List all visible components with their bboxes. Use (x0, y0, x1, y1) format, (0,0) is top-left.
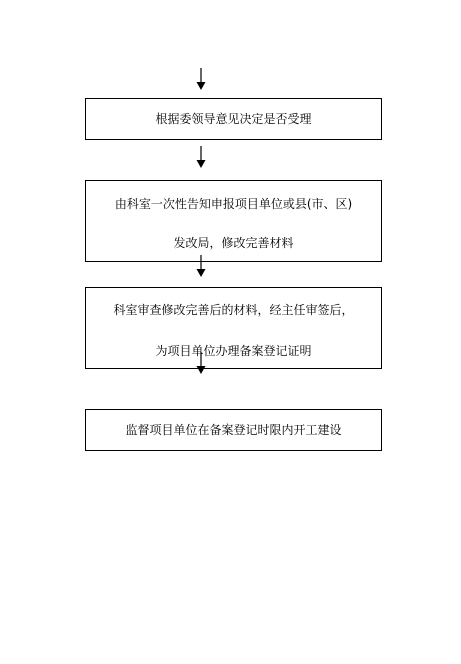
flow-step-2-text-line-2: 发改局，修改完善材料 (173, 236, 294, 250)
flow-step-2 (85, 180, 382, 262)
arrow-down-icon (195, 68, 207, 92)
arrow-down-icon (195, 352, 207, 376)
flow-step-3-text-line-2: 为项目单位办理备案登记证明 (155, 344, 312, 358)
flow-step-3 (85, 287, 382, 369)
arrow-down-icon (195, 146, 207, 170)
flow-step-4 (85, 409, 382, 451)
arrow-down-icon (195, 255, 207, 279)
flow-step-1-text: 根据委领导意见决定是否受理 (155, 112, 312, 126)
flow-step-2-text-line-1: 由科室一次性告知申报项目单位或县(市、区) (114, 197, 353, 211)
flow-step-4-text: 监督项目单位在备案登记时限内开工建设 (125, 423, 342, 437)
flow-step-3-text-line-1: 科室审查修改完善后的材料，经主任审签后， (113, 303, 354, 317)
flow-step-1 (85, 98, 382, 140)
